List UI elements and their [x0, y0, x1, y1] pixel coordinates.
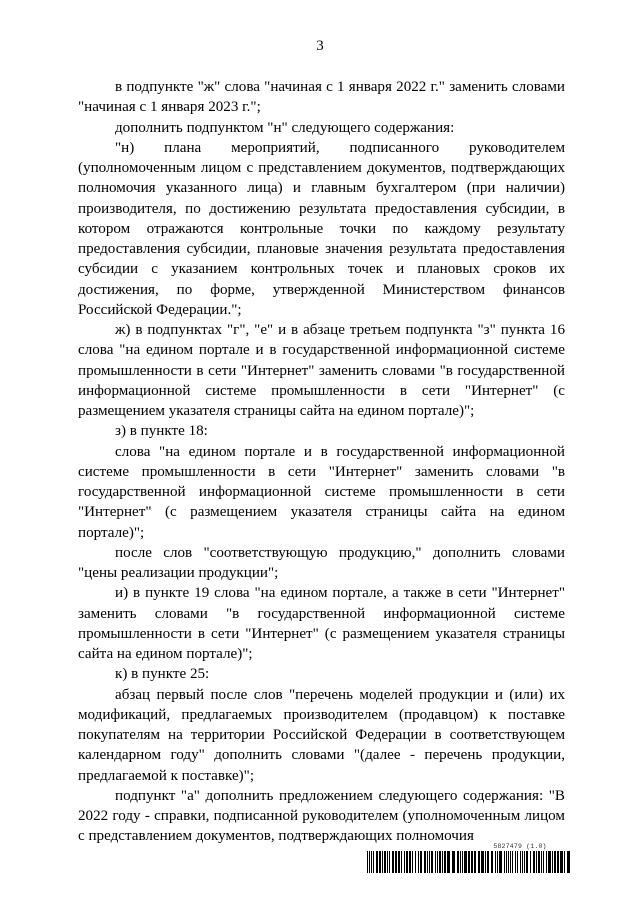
document-code: 5827479 (1.0) — [493, 843, 547, 850]
paragraph: абзац первый после слов "перечень моделей продукции и (или) их модификаций, предлагаемых производителем (продавцом) к поставке покупателям на территории Российской Федерации в соответствующем календарном году" дополнить словами "(далее - перечень продукции, предлагаемой к поставке)"; — [78, 686, 565, 784]
paragraph: подпункт "а" дополнить предложением следующего содержания: "В 2022 году - справки, подписанной руководителем (уполномоченным лицом с представлением документов, подтверждающих полномочия — [78, 787, 565, 845]
paragraph: "н) плана мероприятий, подписанного руководителем (уполномоченным лицом с представлением документов, подтверждающих полномочия указанного лица) и главным бухгалтером (при наличии) производителя, по достижению результата предоставления субсидии, в котором отражаются контрольные точки по каждому результату предоставления субсидии, плановые значения результата предоставления субсидии с указанием контрольных точек и плановых сроков их достижения, по форме, утвержденной Министерством финансов Российской Федерации."; — [78, 139, 565, 318]
paragraph: дополнить подпунктом "н" следующего содержания: — [115, 119, 455, 136]
paragraph: слова "на едином портале и в государственной информационной системе промышленности в сети "Интернет" заменить словами "в государственной информационной системе промышленности в сети "Интернет" (с размещением указателя страницы сайта на едином портале)"; — [78, 443, 565, 541]
page-number: 3 — [316, 38, 324, 54]
paragraph: после слов "соответствующую продукцию," дополнить словами "цены реализации продукции"; — [78, 544, 565, 581]
paragraph: и) в пункте 19 слова "на едином портале, а также в сети "Интернет" заменить словами "в государственной информационной системе промышленности в сети "Интернет" (с размещением указателя страницы сайта на едином портале)"; — [78, 585, 565, 662]
paragraph: в подпункте "ж" слова "начиная с 1 января 2022 г." заменить словами "начиная с 1 января 2023 г."; — [78, 79, 565, 116]
paragraph: з) в пункте 18: — [115, 423, 208, 440]
document-body — [78, 77, 565, 847]
paragraph: к) в пункте 25: — [115, 666, 210, 683]
paragraph: ж) в подпунктах "г", "е" и в абзаце третьем подпункта "з" пункта 16 слова "на едином портале и в государственной информационной системе промышленности в сети "Интернет" заменить словами "в государственной информационной системе промышленности в сети "Интернет" (с размещением указателя страницы сайта на едином портале)"; — [78, 322, 565, 419]
barcode-icon — [367, 851, 573, 873]
